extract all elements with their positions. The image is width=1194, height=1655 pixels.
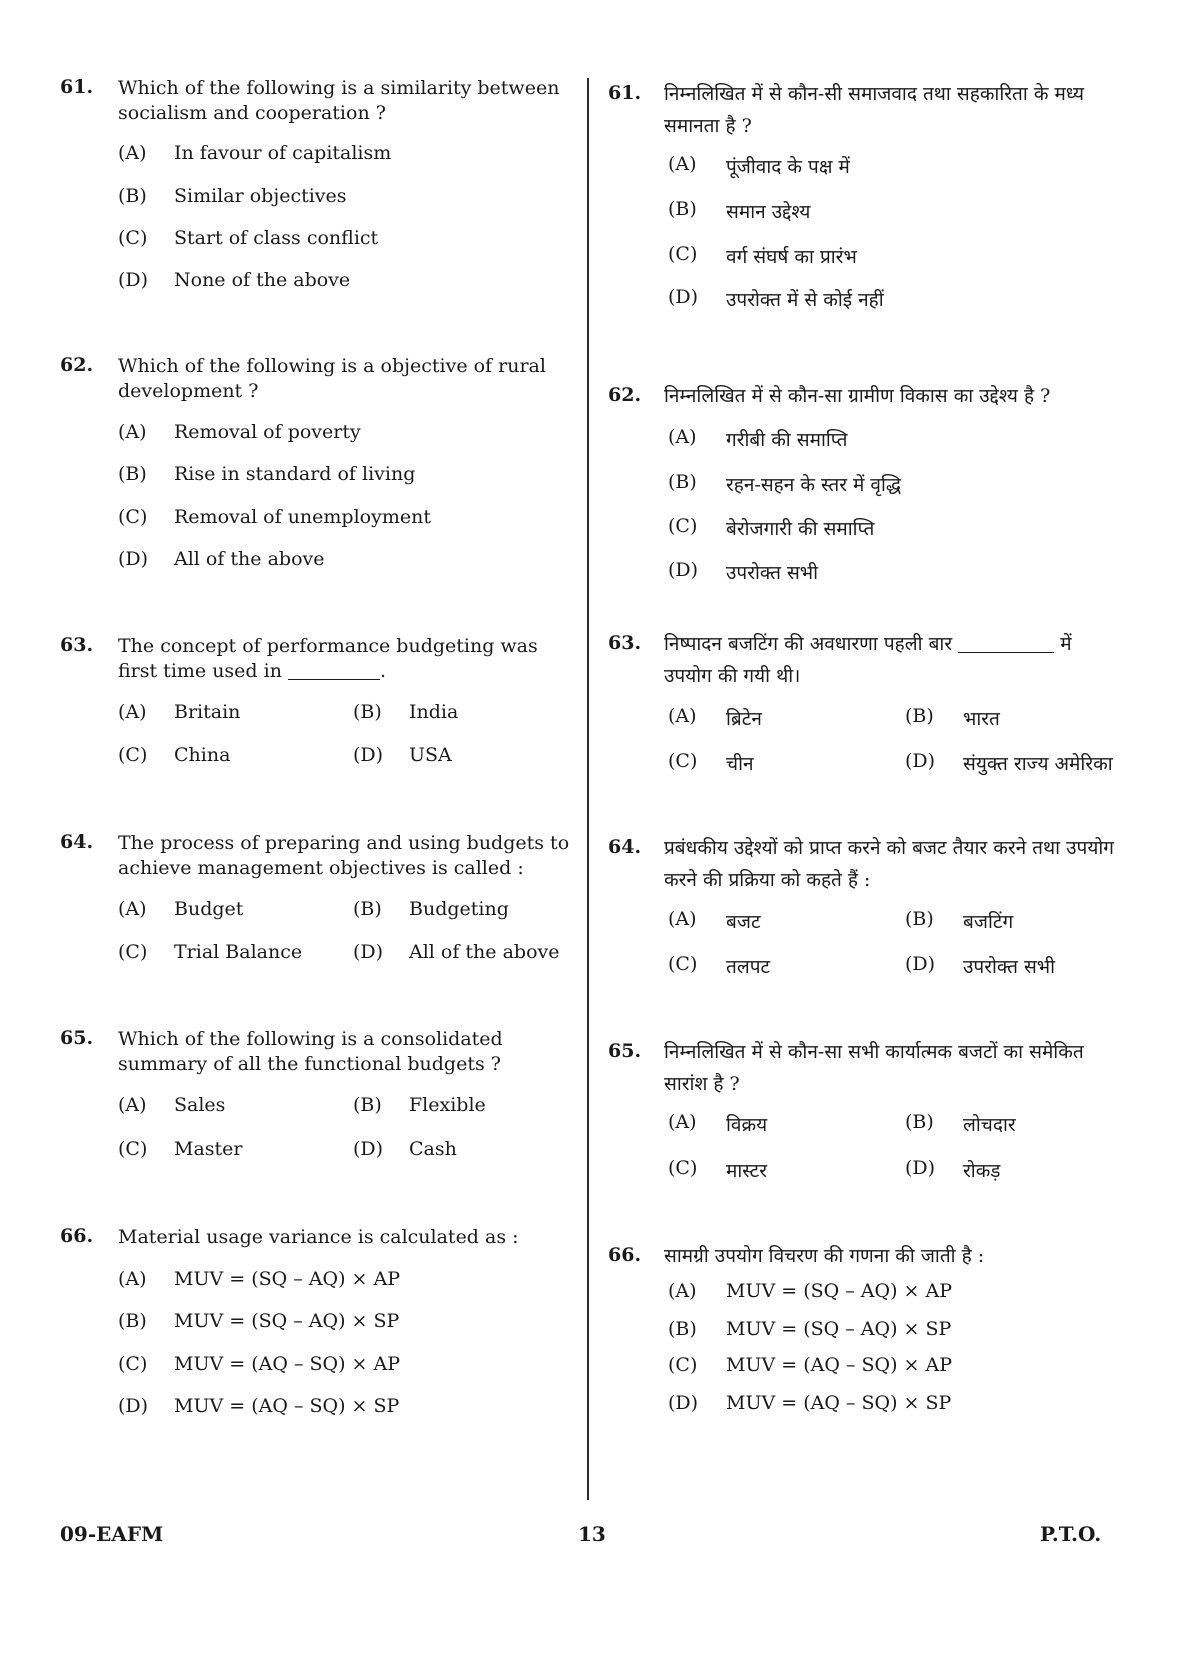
- option-text: मास्टर: [726, 1160, 768, 1182]
- question-number: 63.: [608, 632, 642, 654]
- option-label: (B): [353, 701, 382, 723]
- option-label: (A): [118, 142, 147, 164]
- option-label: (A): [118, 701, 147, 723]
- option-text: Sales: [174, 1094, 226, 1116]
- option-label: (D): [118, 1395, 149, 1417]
- option-label: (A): [668, 1280, 697, 1302]
- question-text: Which of the following is a objective of rural development ?: [118, 355, 546, 402]
- option-label: (C): [118, 941, 148, 963]
- option-label: (A): [118, 421, 147, 443]
- option-text: Rise in standard of living: [174, 463, 416, 485]
- question-number: 64.: [60, 831, 94, 853]
- option-text: विक्रय: [726, 1114, 768, 1136]
- paper-code: 09-EAFM: [60, 1522, 164, 1546]
- option-text: Removal of poverty: [174, 421, 361, 443]
- option-text: Similar objectives: [174, 185, 347, 207]
- question-number: 63.: [60, 634, 94, 656]
- option-label: (B): [668, 471, 697, 493]
- question-number: 65.: [60, 1027, 94, 1049]
- question-text: निम्नलिखित में से कौन-सी समाजवाद तथा सहकारिता के मध्य समानता है ?: [664, 83, 1084, 137]
- option-label: (D): [353, 941, 384, 963]
- option-label: (A): [668, 426, 697, 448]
- option-label: (B): [353, 898, 382, 920]
- option-label: (B): [118, 463, 147, 485]
- option-text: Britain: [174, 701, 241, 723]
- option-label: (B): [905, 908, 934, 930]
- question-text: प्रबंधकीय उद्देश्यों को प्राप्त करने को बजट तैयार करने तथा उपयोग करने की प्रक्रिया को कहते हैं :: [664, 837, 1114, 891]
- option-label: (D): [353, 744, 384, 766]
- option-label: (D): [668, 559, 699, 581]
- option-text: लोचदार: [963, 1114, 1016, 1136]
- fill-blank: [958, 652, 1054, 653]
- option-text: MUV = (AQ – SQ) × AP: [726, 1354, 952, 1376]
- option-text: In favour of capitalism: [174, 142, 392, 164]
- question-text: निम्नलिखित में से कौन-सा सभी कार्यात्मक बजटों का समेकित सारांश है ?: [664, 1041, 1084, 1095]
- option-text: उपरोक्त में से कोई नहीं: [726, 289, 884, 311]
- option-text: India: [409, 701, 459, 723]
- option-text: MUV = (SQ – AQ) × AP: [174, 1268, 400, 1290]
- option-text: USA: [409, 744, 452, 766]
- option-text: Budget: [174, 898, 244, 920]
- option-text: Trial Balance: [174, 941, 303, 963]
- question-text: निम्नलिखित में से कौन-सा ग्रामीण विकास का उद्देश्य है ?: [664, 385, 1051, 407]
- option-label: (B): [668, 1318, 697, 1340]
- question-number: 61.: [608, 82, 642, 104]
- question-number: 62.: [608, 384, 642, 406]
- question-text: निष्पादन बजटिंग की अवधारणा पहली बार में उपयोग की गयी थी।: [664, 633, 1072, 687]
- option-text: China: [174, 744, 231, 766]
- option-text: वर्ग संघर्ष का प्रारंभ: [726, 246, 857, 268]
- option-text: समान उद्देश्य: [726, 201, 811, 223]
- option-text: Removal of unemployment: [174, 506, 431, 528]
- option-text: गरीबी की समाप्ति: [726, 429, 848, 451]
- option-text: MUV = (SQ – AQ) × SP: [726, 1318, 952, 1340]
- option-label: (B): [118, 185, 147, 207]
- option-label: (C): [118, 1138, 148, 1160]
- option-label: (D): [353, 1138, 384, 1160]
- option-label: (C): [118, 506, 148, 528]
- option-text: MUV = (SQ – AQ) × AP: [726, 1280, 952, 1302]
- option-label: (C): [668, 1157, 698, 1179]
- option-label: (B): [905, 705, 934, 727]
- option-text: All of the above: [174, 548, 325, 570]
- fill-blank: [288, 679, 380, 680]
- option-label: (D): [905, 953, 936, 975]
- question-text: The concept of performance budgeting was first time used in .: [118, 635, 538, 682]
- option-label: (D): [905, 750, 936, 772]
- option-text: MUV = (AQ – SQ) × AP: [174, 1353, 400, 1375]
- option-text: पूंजीवाद के पक्ष में: [726, 156, 850, 178]
- option-label: (D): [118, 548, 149, 570]
- question-text: Which of the following is a consolidated summary of all the functional budgets ?: [118, 1028, 503, 1075]
- option-text: बजट: [726, 911, 761, 933]
- option-label: (B): [118, 1310, 147, 1332]
- question-text: सामग्री उपयोग विचरण की गणना की जाती है :: [664, 1245, 985, 1267]
- option-text: MUV = (AQ – SQ) × SP: [174, 1395, 400, 1417]
- option-label: (A): [668, 153, 697, 175]
- option-text: बजटिंग: [963, 911, 1014, 933]
- option-text: MUV = (AQ – SQ) × SP: [726, 1392, 952, 1414]
- option-label: (C): [118, 227, 148, 249]
- option-text: बेरोजगारी की समाप्ति: [726, 518, 875, 540]
- option-label: (A): [118, 1094, 147, 1116]
- option-label: (D): [118, 269, 149, 291]
- option-label: (C): [118, 744, 148, 766]
- option-text: Flexible: [409, 1094, 486, 1116]
- option-label: (A): [118, 898, 147, 920]
- question-number: 62.: [60, 354, 94, 376]
- option-label: (B): [353, 1094, 382, 1116]
- option-text: Budgeting: [409, 898, 509, 920]
- option-text: उपरोक्त सभी: [963, 956, 1056, 978]
- option-text: ब्रिटेन: [726, 708, 762, 730]
- question-number: 64.: [608, 836, 642, 858]
- option-label: (C): [668, 953, 698, 975]
- option-text: संयुक्त राज्य अमेरिका: [963, 753, 1113, 775]
- option-label: (D): [668, 286, 699, 308]
- question-number: 61.: [60, 76, 94, 98]
- option-label: (C): [668, 515, 698, 537]
- option-label: (A): [668, 1111, 697, 1133]
- option-label: (A): [668, 705, 697, 727]
- option-label: (A): [118, 1268, 147, 1290]
- question-text: The process of preparing and using budgets to achieve management objectives is called :: [118, 832, 570, 879]
- question-number: 65.: [608, 1040, 642, 1062]
- option-text: MUV = (SQ – AQ) × SP: [174, 1310, 400, 1332]
- option-text: चीन: [726, 753, 754, 775]
- option-text: Cash: [409, 1138, 457, 1160]
- option-text: तलपट: [726, 956, 771, 978]
- pto-label: P.T.O.: [1040, 1522, 1102, 1546]
- question-text: Material usage variance is calculated as :: [118, 1226, 519, 1248]
- option-label: (C): [118, 1353, 148, 1375]
- option-text: All of the above: [409, 941, 560, 963]
- option-text: रोकड़: [963, 1160, 1001, 1182]
- option-label: (B): [905, 1111, 934, 1133]
- page-number: 13: [578, 1522, 606, 1546]
- option-text: None of the above: [174, 269, 351, 291]
- option-label: (D): [668, 1392, 699, 1414]
- option-text: भारत: [963, 708, 1000, 730]
- option-text: Master: [174, 1138, 243, 1160]
- question-text: Which of the following is a similarity between socialism and cooperation ?: [118, 77, 560, 124]
- option-label: (A): [668, 908, 697, 930]
- option-label: (C): [668, 1354, 698, 1376]
- option-text: Start of class conflict: [174, 227, 379, 249]
- column-divider: [587, 78, 589, 1500]
- option-label: (C): [668, 750, 698, 772]
- option-text: उपरोक्त सभी: [726, 562, 819, 584]
- option-text: रहन-सहन के स्तर में वृद्धि: [726, 474, 902, 496]
- question-number: 66.: [608, 1244, 642, 1266]
- option-label: (C): [668, 243, 698, 265]
- question-number: 66.: [60, 1225, 94, 1247]
- option-label: (D): [905, 1157, 936, 1179]
- option-label: (B): [668, 198, 697, 220]
